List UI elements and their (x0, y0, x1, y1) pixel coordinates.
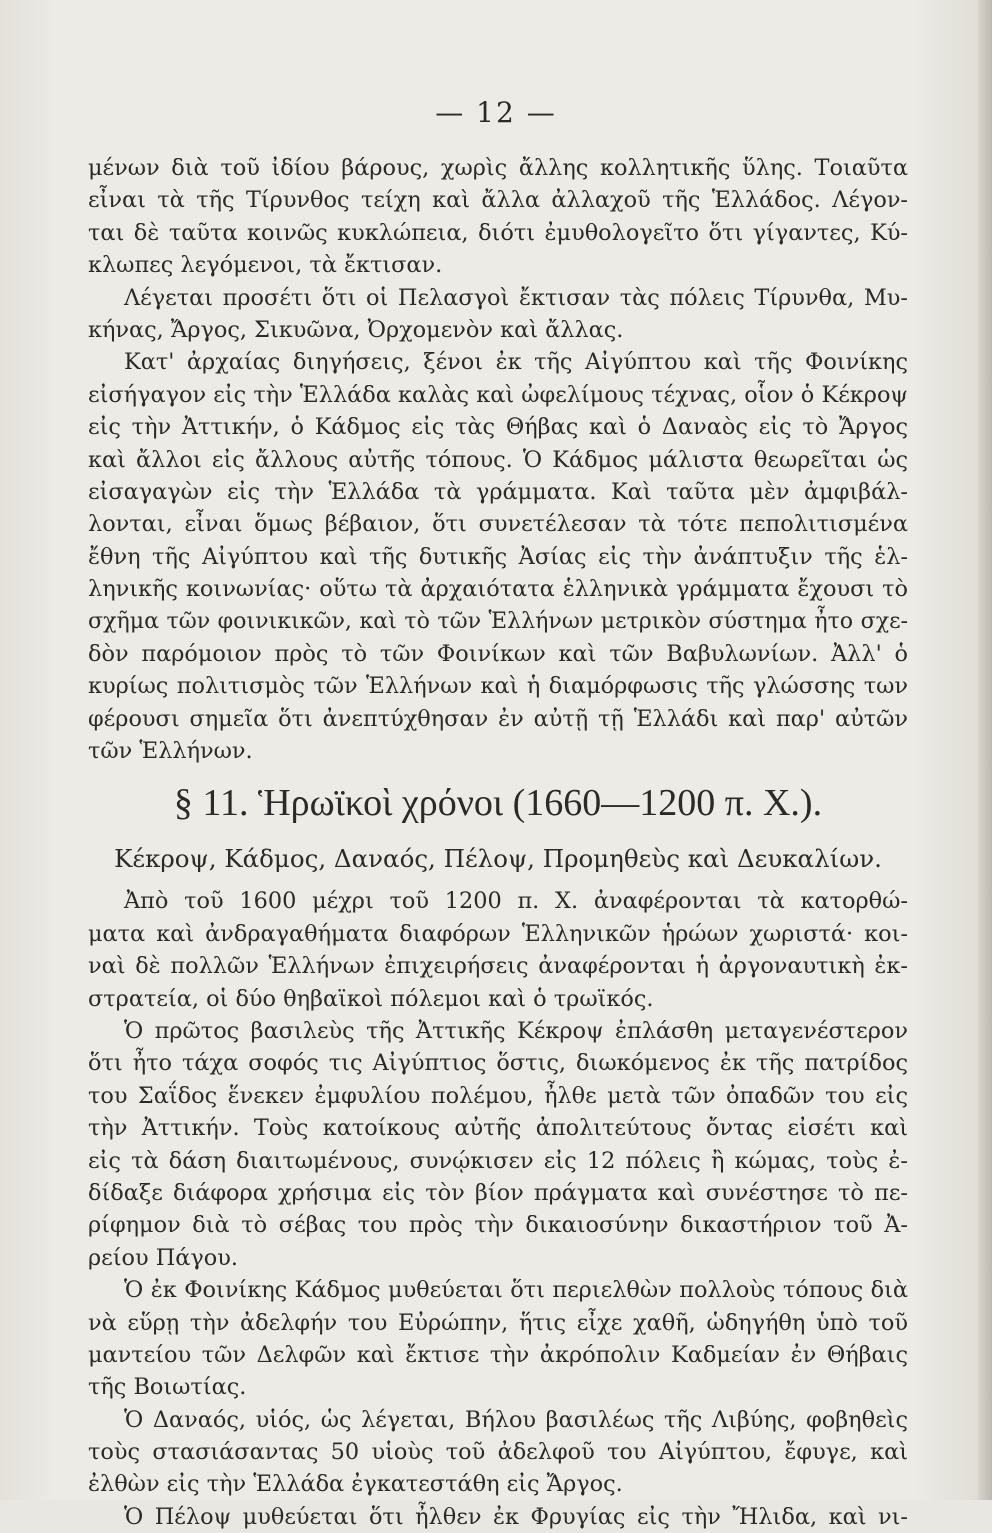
text-line: εἶναι τὰ τῆς Τίρυνθος τείχη καὶ ἄλλα ἀλλαχοῦ τῆς Ἑλλάδος. Λέγον- (88, 187, 908, 214)
text-line: ρίφημον διὰ τὸ σέβας του πρὸς τὴν δικαιοσύνην δικαστήριον τοῦ Ἀ- (88, 1212, 908, 1239)
text-line: καὶ ἄλλοι εἰς ἄλλους αὐτῆς τόπους. Ὁ Κάδμος μάλιστα θεωρεῖται ὡς (88, 446, 908, 473)
text-line: δὸν παρόμοιον πρὸς τὸ τῶν Φοινίκων καὶ τῶν Βαβυλωνίων. Ἀλλ' ὁ (88, 640, 908, 667)
section-heading: § 11. Ἡρωϊκοὶ χρόνοι (1660—1200 π. Χ.). (173, 782, 823, 825)
text-line: τῆς Βοιωτίας. (88, 1374, 247, 1401)
text-line: τῶν Ἑλλήνων. (88, 738, 253, 765)
text-line: τοὺς στασιάσαντας 50 υἱοὺς τοῦ ἀδελφοῦ του Αἰγύπτου, ἔφυγε, καὶ (88, 1439, 908, 1466)
page-binding-edge (978, 0, 992, 1500)
text-line: εἰσαγαγὼν εἰς τὴν Ἑλλάδα τὰ γράμματα. Καὶ ταῦτα μὲν ἀμφιβάλ- (88, 478, 908, 505)
text-line: Ὁ πρῶτος βασιλεὺς τῆς Ἀττικῆς Κέκροψ ἐπλάσθη μεταγενέστερον (124, 1017, 908, 1044)
text-line: κλωπες λεγόμενοι, τὰ ἔκτισαν. (88, 252, 443, 279)
text-line: του Σαΐδος ἕνεκεν ἐμφυλίου πολέμου, ἦλθε μετὰ τῶν ὀπαδῶν του εἰς (88, 1082, 908, 1109)
text-line: κήνας, Ἄργος, Σικυῶνα, Ὀρχομενὸν καὶ ἄλλας. (88, 316, 624, 343)
page-text (88, 152, 908, 1533)
text-line: ται δὲ ταῦτα κοινῶς κυκλώπεια, διότι ἐμυθολογεῖτο ὅτι γίγαντες, Κύ- (88, 219, 908, 246)
text-line: Ὁ Πέλοψ μυθεύεται ὅτι ἦλθεν ἐκ Φρυγίας εἰς τὴν Ἤλιδα, καὶ νι- (124, 1503, 908, 1530)
paragraph-3 (88, 346, 908, 767)
text-line: Ὁ Δαναός, υἱός, ὡς λέγεται, Βήλου βασιλέως τῆς Λιβύης, φοβηθεὶς (124, 1406, 908, 1433)
text-line: ὅτι ἦτο τάχα σοφός τις Αἰγύπτιος ὅστις, διωκόμενος ἐκ τῆς πατρίδος (88, 1050, 908, 1077)
text-line: ληνικῆς κοινωνίας· οὕτω τὰ ἀρχαιότατα ἑλληνικὰ γράμματα ἔχουσι τὸ (88, 576, 908, 603)
text-line: ἐλθὼν εἰς τὴν Ἑλλάδα ἐγκατεστάθη εἰς Ἄργος. (88, 1471, 623, 1498)
text-line: φέρουσι σημεῖα ὅτι ἀνεπτύχθησαν ἐν αὐτῇ τῇ Ἑλλάδι καὶ παρ' αὐτῶν (88, 705, 908, 732)
paragraph-1 (88, 152, 908, 282)
text-line: δίδαξε διάφορα χρήσιμα εἰς τὸν βίον πράγματα καὶ συνέστησε τὸ πε- (88, 1179, 908, 1206)
text-line: ἔθνη τῆς Αἰγύπτου καὶ τῆς δυτικῆς Ἀσίας εἰς τὴν ἀνάπτυξιν τῆς ἑλ- (88, 543, 908, 570)
text-line: στρατεία, οἱ δύο θηβαϊκοὶ πόλεμοι καὶ ὁ τρωϊκός. (88, 985, 654, 1012)
section-subheading: Κέκροψ, Κάδμος, Δαναός, Πέλοψ, Προμηθεὺς καὶ Δευκαλίων. (114, 844, 882, 874)
paragraph-6 (88, 1274, 908, 1404)
paragraph-2 (88, 282, 908, 347)
text-line: Κατ' ἀρχαίας διηγήσεις, ξένοι ἐκ τῆς Αἰγύπτου καὶ τῆς Φοινίκης (124, 349, 908, 376)
text-line: σχῆμα τῶν φοινικικῶν, καὶ τὸ τῶν Ἑλλήνων μετρικὸν σύστημα ἦτο σχε- (88, 608, 908, 635)
text-line: Λέγεται προσέτι ὅτι οἱ Πελασγοὶ ἔκτισαν τὰς πόλεις Τίρυνθα, Μυ- (124, 284, 908, 311)
paragraph-5 (88, 1015, 908, 1274)
text-line: ματα καὶ ἀνδραγαθήματα διαφόρων Ἑλληνικῶν ἡρώων χωριστά· κοι- (88, 920, 908, 947)
text-line: κυρίως πολιτισμὸς τῶν Ἑλλήνων καὶ ἡ διαμόρφωσις τῆς γλώσσης των (88, 673, 908, 700)
text-line: εἰς τὰ δάση διαιτωμένους, συνῴκισεν εἰς 12 πόλεις ἢ κώμας, τοὺς ἐ- (88, 1147, 908, 1174)
text-line: λονται, εἶναι ὅμως βέβαιον, ὅτι συνετέλεσαν τὰ τότε πεπολιτισμένα (88, 511, 908, 538)
paragraph-4 (88, 885, 908, 1015)
paragraph-8 (88, 1501, 908, 1533)
text-line: Ὁ ἐκ Φοινίκης Κάδμος μυθεύεται ὅτι περιελθὼν πολλοὺς τόπους διὰ (124, 1277, 908, 1304)
text-line: μαντείου τῶν Δελφῶν καὶ ἔκτισε τὴν ἀκρόπολιν Καδμείαν ἐν Θήβαις (88, 1341, 908, 1368)
page-number: — 12 — (435, 96, 557, 129)
text-line: μένων διὰ τοῦ ἰδίου βάρους, χωρὶς ἄλλης κολλητικῆς ὕλης. Τοιαῦτα (88, 155, 908, 181)
text-line: ναὶ δὲ πολλῶν Ἑλλήνων ἐπιχειρήσεις ἀναφέρονται ἡ ἀργοναυτικὴ ἐκ- (88, 953, 908, 980)
text-line: νὰ εὕρῃ τὴν ἀδελφήν του Εὐρώπην, ἥτις εἶχε χαθῆ, ὡδηγήθη ὑπὸ τοῦ (88, 1309, 908, 1336)
text-line: τὴν Ἀττικήν. Τοὺς κατοίκους αὐτῆς ἀπολιτεύτους ὄντας εἰσέτι καὶ (88, 1115, 908, 1142)
paragraph-7 (88, 1404, 908, 1501)
text-line: Ἀπὸ τοῦ 1600 μέχρι τοῦ 1200 π. Χ. ἀναφέρονται τὰ κατορθώ- (124, 888, 908, 915)
text-line: εἰς τὴν Ἀττικήν, ὁ Κάδμος εἰς τὰς Θήβας καὶ ὁ Δαναὸς εἰς τὸ Ἄργος (88, 414, 908, 441)
text-line: εἰσήγαγον εἰς τὴν Ἑλλάδα καλὰς καὶ ὠφελίμους τέχνας, οἷον ὁ Κέκροψ (88, 381, 908, 408)
text-line: ρείου Πάγου. (88, 1244, 238, 1271)
